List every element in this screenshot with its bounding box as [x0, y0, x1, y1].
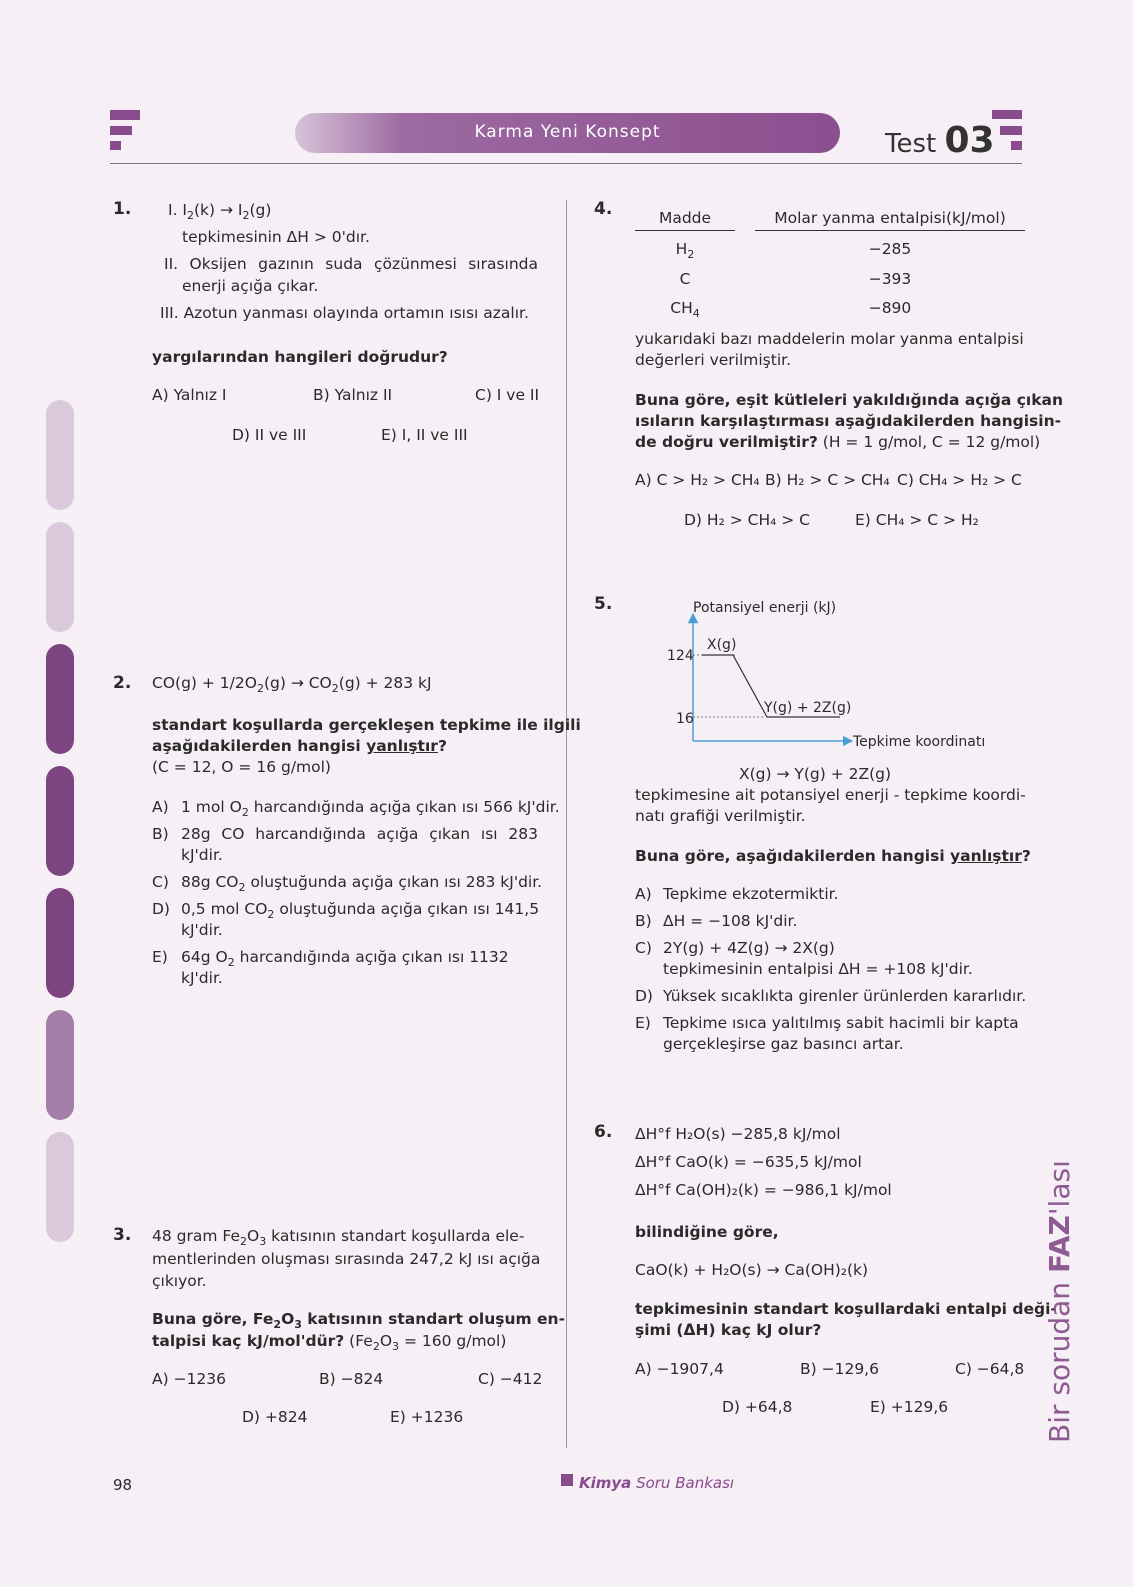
option-b[interactable]: 28g CO harcandığında açığa çıkan ısı 283: [181, 825, 538, 843]
option-b-label[interactable]: B): [635, 912, 652, 930]
reactant-label: X(g): [707, 637, 737, 653]
question-text: Buna göre, $Fe_2O_3$ katısının standart oluşum en-: [152, 1310, 566, 1331]
side-tab-active: [46, 888, 74, 998]
option-d-label[interactable]: D): [152, 900, 170, 918]
footer-book-title: Kimya Soru Bankası: [579, 1474, 735, 1492]
side-brand: Bir sorudan FAZ'lası: [1043, 1160, 1076, 1443]
option-b[interactable]: ΔH = −108 kJ'dir.: [663, 912, 798, 930]
option-b-cont: kJ'dir.: [181, 846, 223, 864]
option-d[interactable]: D) +824: [242, 1408, 308, 1426]
given-line-3: ΔH°f Ca(OH)₂(k) = −986,1 kJ/mol: [635, 1181, 892, 1199]
option-e-cont: gerçekleşirse gaz basıncı artar.: [663, 1035, 904, 1053]
given-line-2: ΔH°f CaO(k) = −635,5 kJ/mol: [635, 1153, 862, 1171]
header-rule: [110, 163, 1022, 164]
option-e[interactable]: E) CH₄ > C > H₂: [855, 511, 979, 529]
option-d-label[interactable]: D): [635, 987, 653, 1005]
option-c-label[interactable]: C): [152, 873, 169, 891]
stem-line-1: 48 gram $Fe_2O_3$ katısının standart koşullarda ele-: [152, 1227, 525, 1248]
question-number: 6.: [594, 1122, 613, 1142]
side-tab: [46, 522, 74, 632]
question-number: 2.: [113, 673, 132, 693]
option-d[interactable]: D) II ve III: [232, 426, 307, 444]
question-text: tepkimesinin standart koşullardaki entalpi deği-: [635, 1300, 1057, 1318]
option-c[interactable]: 2Y(g) + 4Z(g) → 2X(g): [663, 939, 835, 957]
question-text-2: ısıların karşılaştırması aşağıdakilerden hangisin-: [635, 412, 1062, 430]
table-cell: −285: [868, 240, 912, 258]
statement-1: I. $I_2(k) \to I_2(g)$: [168, 201, 272, 222]
y-tick-low: 16: [676, 711, 694, 727]
statement-3: III. Azotun yanması olayında ortamın ısısı azalır.: [160, 304, 529, 322]
question-text: standart koşullarda gerçekleşen tepkime ile ilgili: [152, 716, 581, 734]
product-label: Y(g) + 2Z(g): [764, 700, 852, 716]
option-e[interactable]: 64g $O_2$ harcandığında açığa çıkan ısı 1132: [181, 948, 509, 969]
question-text-2: talpisi kaç kJ/mol'dür? ($Fe_2O_3 = 160$ g/mol): [152, 1332, 507, 1353]
stem-line-3: çıkıyor.: [152, 1272, 207, 1290]
option-e-label[interactable]: E): [152, 948, 168, 966]
question-number: 4.: [594, 199, 613, 219]
option-b[interactable]: B) H₂ > C > CH₄: [765, 471, 890, 489]
side-tab-active: [46, 644, 74, 754]
option-a[interactable]: A) −1907,4: [635, 1360, 724, 1378]
stem-line-2: değerleri verilmiştir.: [635, 351, 792, 369]
table-row: C: [679, 270, 691, 288]
reaction-equation: CaO(k) + H₂O(s) → Ca(OH)₂(k): [635, 1261, 869, 1279]
option-e[interactable]: Tepkime ısıca yalıtılmış sabit hacimli bir kapta: [663, 1014, 1019, 1032]
test-word: Test: [885, 129, 937, 159]
table-row: $CH_4$: [670, 299, 700, 320]
statement-2-cont: enerji açığa çıkar.: [182, 277, 319, 295]
logo-mark-left: [110, 110, 142, 154]
option-d[interactable]: D) H₂ > CH₄ > C: [684, 511, 810, 529]
option-c-label[interactable]: C): [635, 939, 652, 957]
known-text: bilindiğine göre,: [635, 1223, 779, 1241]
reaction-equation: X(g) → Y(g) + 2Z(g): [739, 765, 892, 783]
question-text-3: de doğru verilmiştir? (H = 1 g/mol, C = 12 g/mol): [635, 433, 1041, 451]
option-b[interactable]: B) −824: [319, 1370, 384, 1388]
option-a[interactable]: Tepkime ekzotermiktir.: [663, 885, 839, 903]
option-d[interactable]: 0,5 mol $CO_2$ oluştuğunda açığa çıkan ısı 141,5: [181, 900, 540, 921]
test-number: 03: [944, 120, 995, 161]
table-row: $H_2$: [675, 240, 695, 261]
stem-line-2: mentlerinden oluşması sırasında 247,2 kJ ısı açığa: [152, 1250, 541, 1268]
question-number: 5.: [594, 594, 613, 614]
option-b[interactable]: B) −129,6: [800, 1360, 879, 1378]
stem-line-2: natı grafiği verilmiştir.: [635, 807, 806, 825]
option-e[interactable]: E) I, II ve III: [381, 426, 468, 444]
y-tick-high: 124: [667, 648, 694, 664]
logo-mark-right: [992, 110, 1022, 154]
question-number: 3.: [113, 1225, 132, 1245]
option-d[interactable]: D) +64,8: [722, 1398, 793, 1416]
option-c[interactable]: C) I ve II: [475, 386, 540, 404]
table-rule: [635, 230, 735, 231]
option-e[interactable]: E) +129,6: [870, 1398, 949, 1416]
question-text-2: aşağıdakilerden hangisi yanlıştır?: [152, 737, 447, 755]
option-c[interactable]: C) −64,8: [955, 1360, 1025, 1378]
side-tab: [46, 1132, 74, 1242]
column-divider: [566, 200, 567, 1448]
option-c[interactable]: C) CH₄ > H₂ > C: [897, 471, 1022, 489]
question-text: Buna göre, eşit kütleleri yakıldığında açığa çıkan: [635, 391, 1064, 409]
option-c[interactable]: C) −412: [478, 1370, 543, 1388]
side-tab-active: [46, 766, 74, 876]
option-d[interactable]: Yüksek sıcaklıkta girenler ürünlerden kararlıdır.: [663, 987, 1027, 1005]
given-line-1: ΔH°f H₂O(s) −285,8 kJ/mol: [635, 1125, 841, 1143]
option-a[interactable]: A) −1236: [152, 1370, 227, 1388]
stem-line-1: tepkimesine ait potansiyel enerji - tepkime koordi-: [635, 786, 1026, 804]
option-d-cont: kJ'dir.: [181, 921, 223, 939]
option-a-label[interactable]: A): [152, 798, 169, 816]
banner-title: Karma Yeni Konsept: [474, 122, 661, 142]
footer-square: [561, 1474, 573, 1486]
x-axis-label: Tepkime koordinatı: [853, 734, 986, 750]
given-data: (C = 12, O = 16 g/mol): [152, 758, 331, 776]
option-e-cont: kJ'dir.: [181, 969, 223, 987]
side-tab: [46, 400, 74, 510]
question-text-2: şimi (ΔH) kaç kJ olur?: [635, 1321, 822, 1339]
option-b-label[interactable]: B): [152, 825, 169, 843]
question-text: Buna göre, aşağıdakilerden hangisi yanlıştır?: [635, 847, 1031, 865]
statement-1-cont: tepkimesinin ΔH > 0'dır.: [182, 228, 370, 246]
table-cell: −890: [868, 299, 912, 317]
y-axis-label: Potansiyel enerji (kJ): [693, 600, 837, 616]
option-a-label[interactable]: A): [635, 885, 652, 903]
side-tab: [46, 1010, 74, 1120]
table-header-enthalpy: Molar yanma entalpisi(kJ/mol): [774, 209, 1006, 227]
table-cell: −393: [868, 270, 912, 288]
table-header-madde: Madde: [658, 209, 712, 227]
option-b[interactable]: B) Yalnız II: [313, 386, 393, 404]
question-text: yargılarından hangileri doğrudur?: [152, 348, 448, 366]
option-e-label[interactable]: E): [635, 1014, 651, 1032]
table-rule: [755, 230, 1025, 231]
stem-line-1: yukarıdaki bazı maddelerin molar yanma entalpisi: [635, 330, 1024, 348]
statement-2: II. Oksijen gazının suda çözünmesi sırasında: [164, 255, 538, 273]
question-number: 1.: [113, 199, 132, 219]
option-a[interactable]: 1 mol $O_2$ harcandığında açığa çıkan ısı 566 kJ'dir.: [181, 798, 560, 819]
option-e[interactable]: E) +1236: [390, 1408, 464, 1426]
reaction-equation: $CO(g) + 1/2O_2(g) \to CO_2(g) + 283$ kJ: [152, 674, 432, 695]
page-number: 98: [113, 1476, 133, 1494]
test-label: [885, 120, 995, 161]
option-c-cont: tepkimesinin entalpisi ΔH = +108 kJ'dir.: [663, 960, 973, 978]
option-a[interactable]: A) C > H₂ > CH₄: [635, 471, 760, 489]
option-a[interactable]: A) Yalnız I: [152, 386, 227, 404]
option-c[interactable]: 88g $CO_2$ oluştuğunda açığa çıkan ısı 283 kJ'dir.: [181, 873, 543, 894]
